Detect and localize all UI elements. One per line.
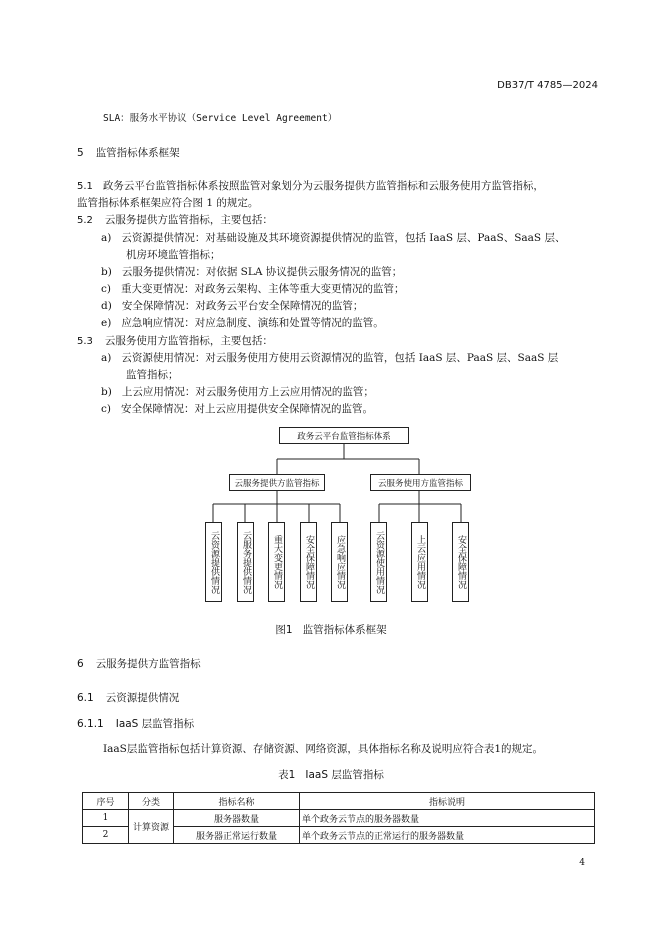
figure-caption	[0, 622, 662, 637]
page-number: 4	[579, 858, 585, 868]
figure-title: 监管指标体系框架	[302, 624, 387, 636]
list-text: 重大变更情况：对政务云架构、主体等重大变更情况的监管；	[120, 283, 405, 295]
diagram-leaf-node: 重大变更情况	[268, 522, 285, 602]
list-text: 上云应用情况：对云服务使用方上云应用情况的监管；	[121, 386, 374, 398]
diagram-leaf-node: 安全保障情况	[452, 522, 469, 602]
list-label: e)	[101, 317, 112, 329]
diagram-leaf-node: 上云应用情况	[411, 522, 428, 602]
list-text: 云服务提供情况：对依据 SLA 协议提供云服务情况的监管；	[121, 266, 403, 278]
section-title: 云资源提供情况	[105, 692, 180, 704]
clause-5-1-cont: 监管指标体系框架应符合图 1 的规定。	[77, 197, 259, 209]
column-header: 指标名称	[174, 793, 300, 810]
table-header-row	[83, 793, 595, 810]
section-title: 监管指标体系框架	[95, 147, 180, 159]
section-title: 云服务提供方监管指标	[95, 658, 201, 670]
clause-number: 5.2	[77, 215, 93, 226]
sla-definition: SLA：服务水平协议（Service Level Agreement）	[103, 113, 338, 124]
list-label: a)	[101, 232, 112, 244]
list-label: c)	[101, 403, 111, 415]
list-label: c)	[101, 283, 111, 295]
section-number: 6.1.1	[77, 718, 104, 730]
diagram-leaf-node: 云服务提供情况	[237, 522, 254, 602]
list-label: b)	[101, 266, 112, 278]
diagram-user-node: 云服务使用方监管指标	[370, 474, 471, 491]
list-text: 云资源使用情况：对云服务使用方使用云资源情况的监管，包括 IaaS 层、PaaS 层、SaaS 层	[121, 352, 559, 364]
list-item-cont: 监管指标；	[126, 369, 179, 381]
category-cell: 计算资源	[129, 810, 174, 844]
indicator-description: 单个政务云节点的服务器数量	[300, 810, 595, 827]
clause-intro: 云服务使用方监管指标，主要包括：	[104, 335, 273, 347]
section-number: 5	[77, 147, 84, 159]
clause-number: 5.1	[77, 181, 93, 192]
table-title: IaaS 层监管指标	[305, 769, 384, 781]
list-text: 安全保障情况：对上云应用提供安全保障情况的监管。	[120, 403, 373, 415]
list-label: d)	[101, 300, 112, 312]
row-number: 2	[83, 827, 129, 844]
diagram-leaf-node: 云资源使用情况	[370, 522, 387, 602]
diagram-root-node: 政务云平台监管指标体系	[279, 427, 409, 444]
figure-number: 图1	[275, 624, 293, 636]
iaas-indicator-table	[82, 792, 595, 844]
table-caption	[0, 767, 662, 782]
section-number: 6	[77, 658, 84, 670]
indicator-name: 服务器正常运行数量	[174, 827, 300, 844]
indicator-description: 单个政务云节点的正常运行的服务器数量	[300, 827, 595, 844]
section-title: IaaS 层监管指标	[115, 718, 195, 730]
list-text: 应急响应情况：对应急制度、演练和处置等情况的监管。	[121, 317, 384, 329]
indicator-name: 服务器数量	[174, 810, 300, 827]
section-6-1-heading	[77, 690, 179, 705]
clause-intro: 云服务提供方监管指标，主要包括：	[104, 214, 273, 226]
column-header: 序号	[83, 793, 129, 810]
list-label: a)	[101, 352, 112, 364]
section-6-heading	[77, 656, 201, 671]
list-item-cont: 机房环境监管指标；	[126, 249, 221, 261]
diagram-leaf-node: 云资源提供情况	[205, 522, 222, 602]
diagram-leaf-node: 应急响应情况	[331, 522, 348, 602]
list-label: b)	[101, 386, 112, 398]
section-6-1-1-heading	[77, 716, 194, 731]
clause-number: 5.3	[77, 336, 93, 347]
table-row	[83, 810, 595, 827]
column-header: 分类	[129, 793, 174, 810]
table-number: 表1	[278, 769, 296, 781]
list-text: 安全保障情况：对政务云平台安全保障情况的监管；	[121, 300, 364, 312]
clause-text: 政务云平台监管指标体系按照监管对象划分为云服务提供方监管指标和云服务使用方监管指标，	[102, 180, 544, 192]
paragraph: IaaS层监管指标包括计算资源、存储资源、网络资源，具体指标名称及说明应符合表1的规定。	[103, 743, 544, 755]
document-id: DB37/T 4785—2024	[497, 80, 598, 91]
column-header: 指标说明	[300, 793, 595, 810]
diagram-provider-node: 云服务提供方监管指标	[229, 474, 325, 491]
list-text: 云资源提供情况：对基础设施及其环境资源提供情况的监管，包括 IaaS 层、PaaS、SaaS 层、	[121, 232, 566, 244]
section-number: 6.1	[77, 692, 94, 704]
row-number: 1	[83, 810, 129, 827]
diagram-leaf-node: 安全保障情况	[300, 522, 317, 602]
